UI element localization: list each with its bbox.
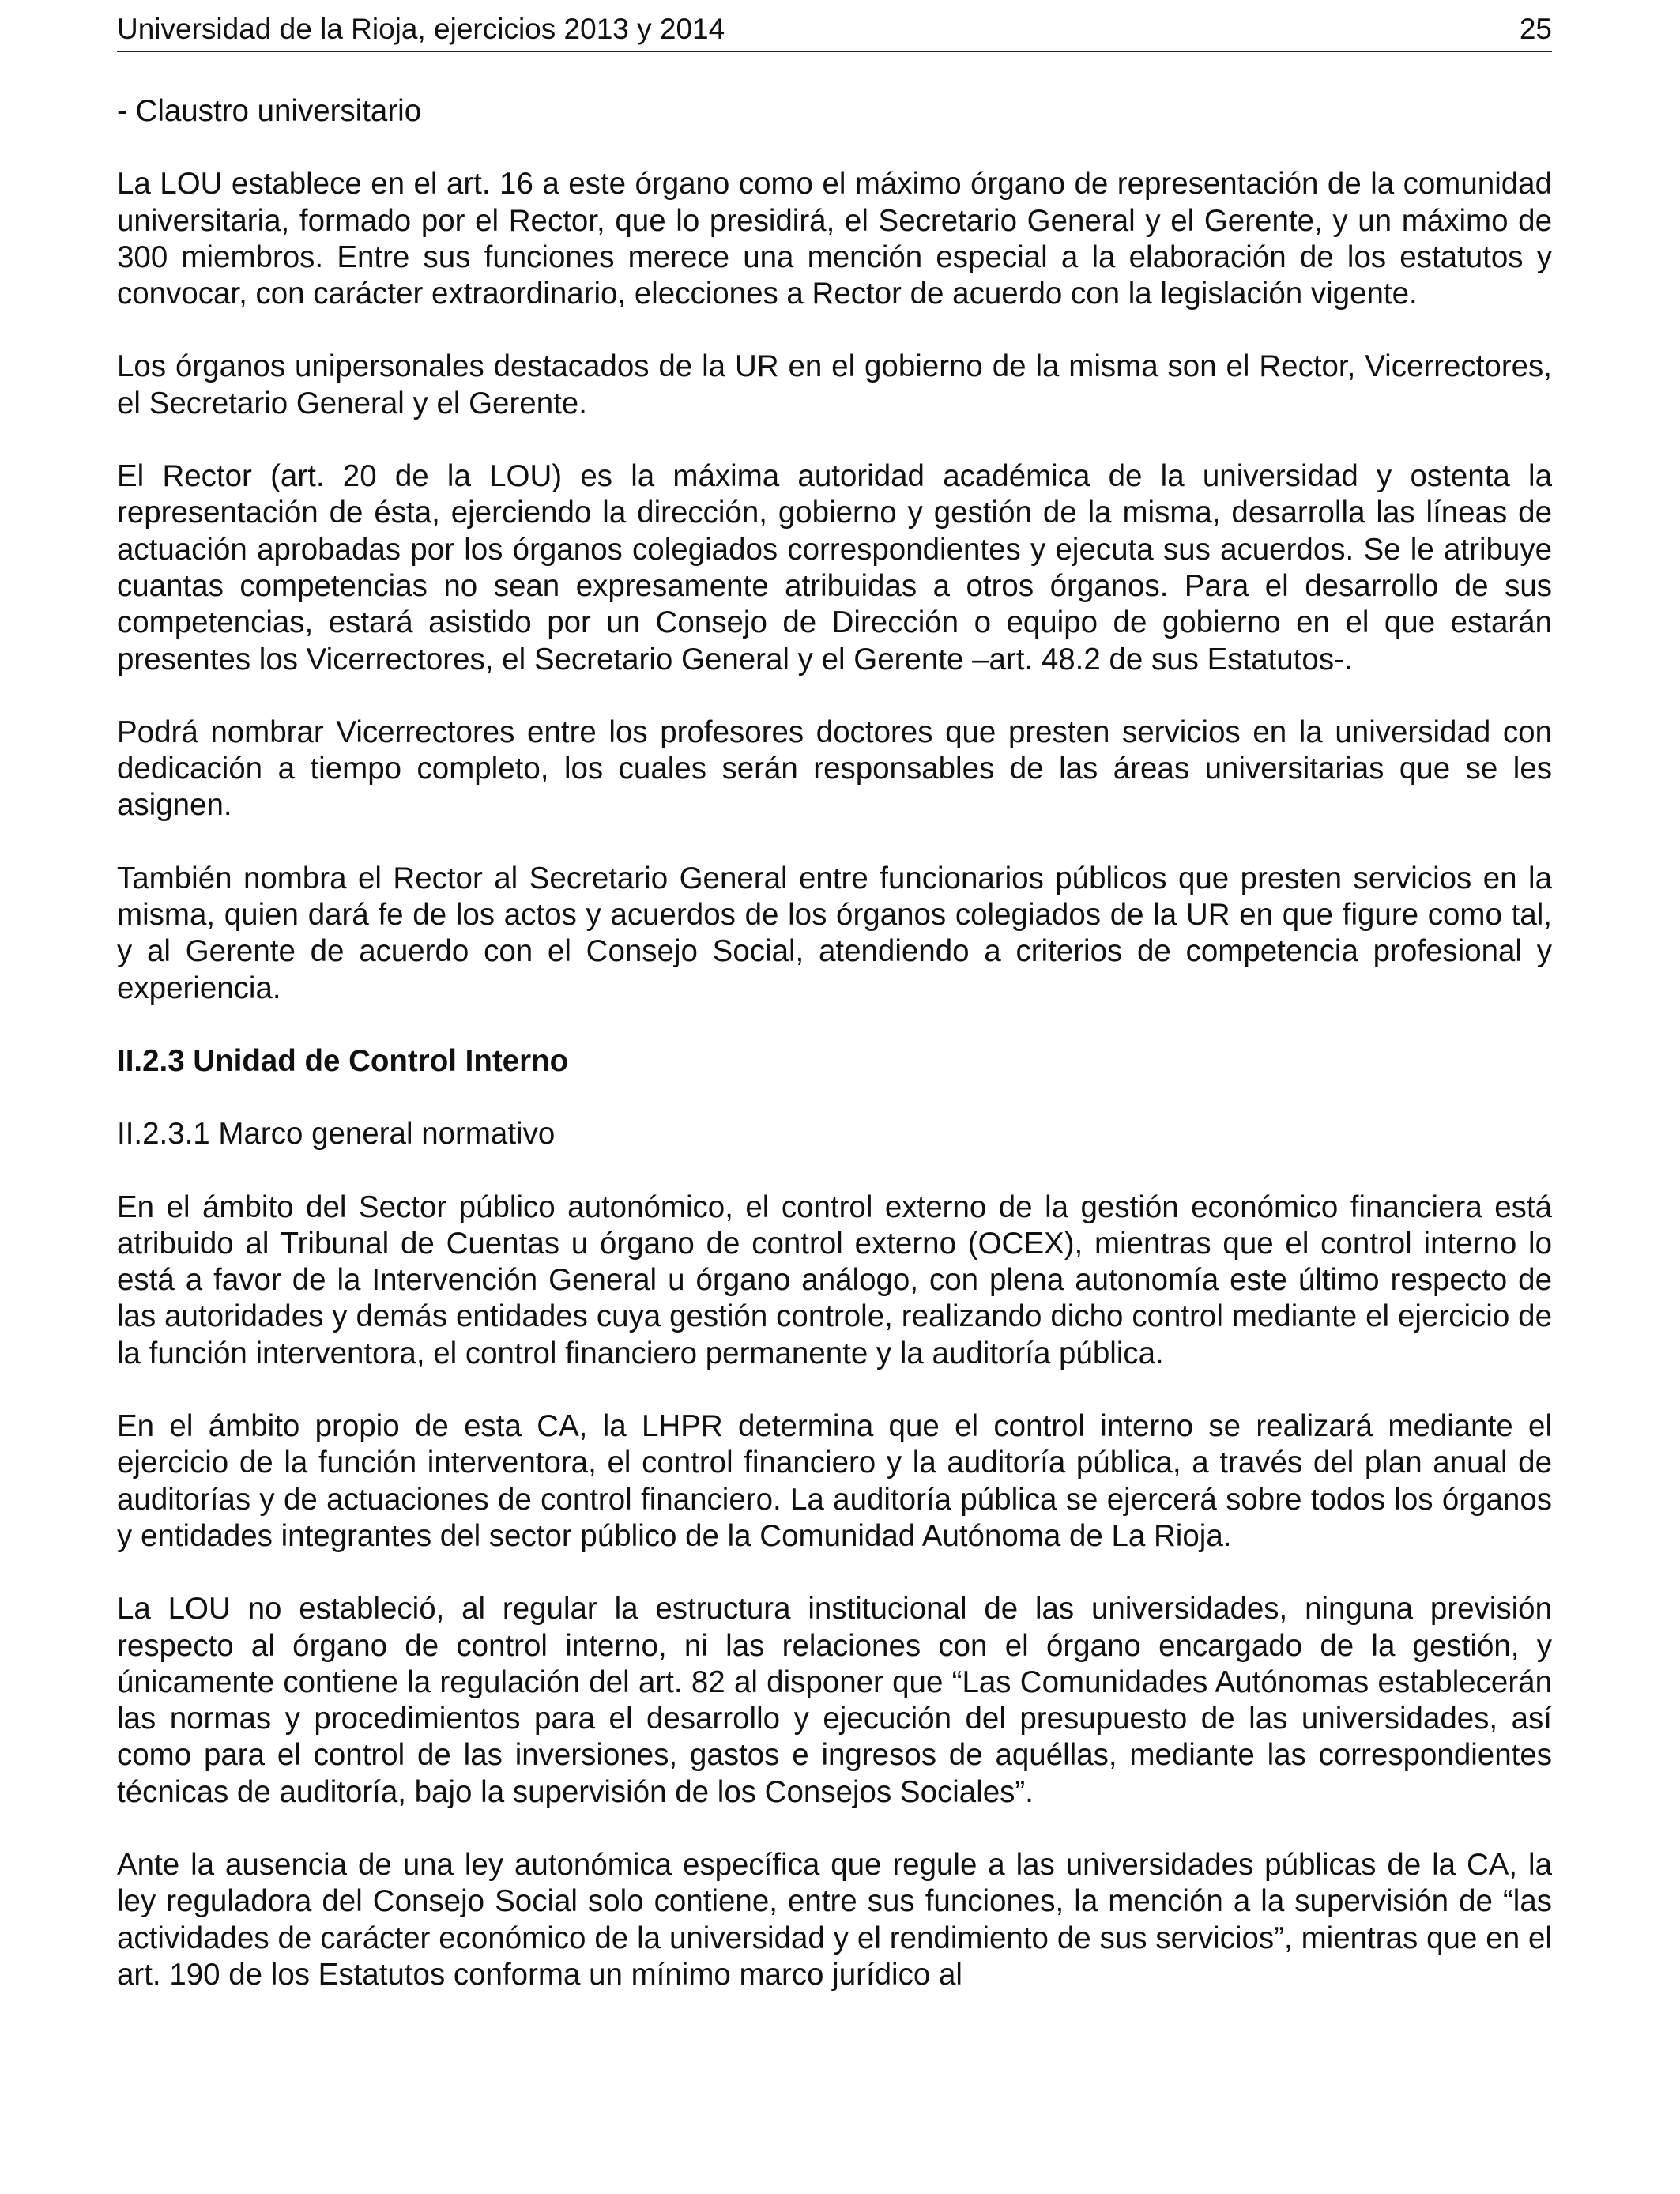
document-page: [117, 0, 1552, 2194]
running-header: [117, 11, 1552, 52]
paragraph: Podrá nombrar Vicerrectores entre los profesores doctores que presten servicios en la universidad con dedicación a tiempo completo, los cuales serán responsables de las áreas universitarias que se les asignen.: [117, 714, 1552, 823]
paragraph: Los órganos unipersonales destacados de la UR en el gobierno de la misma son el Rector, Vicerrectores, el Secretario General y el Gerente.: [117, 349, 1552, 420]
paragraph: En el ámbito del Sector público autonómico, el control externo de la gestión económico financiera está atribuido al Tribunal de Cuentas u órgano de control externo (OCEX), mientras que el control interno lo está a favor de la Intervención General u órgano análogo, con plena autonomía este último respecto de las autoridades y demás entidades cuya gestión controle, realizando dicho control mediante el ejercicio de la función interventora, el control financiero permanente y la auditoría pública.: [117, 1189, 1552, 1370]
page-number: 25: [1519, 13, 1552, 45]
document-body: [117, 93, 1552, 1993]
section-heading: II.2.3 Unidad de Control Interno: [117, 1043, 569, 1078]
paragraph: La LOU no estableció, al regular la estructura institucional de las universidades, ninguna previsión respecto al órgano de control interno, ni las relaciones con el órgano encargado de la gestión, y únicamente contiene la regulación del art. 82 al disponer que “Las Comunidades Autónomas establecerán las normas y procedimientos para el desarrollo y ejecución del presupuesto de las universidades, así como para el control de las inversiones, gastos e ingresos de aquéllas, mediante las correspondientes técnicas de auditoría, bajo la supervisión de los Consejos Sociales”.: [117, 1592, 1552, 1809]
subsection-heading: II.2.3.1 Marco general normativo: [117, 1117, 556, 1152]
list-item-heading: - Claustro universitario: [117, 94, 422, 128]
paragraph: Ante la ausencia de una ley autonómica específica que regule a las universidades públicas de la CA, la ley reguladora del Consejo Social solo contiene, entre sus funciones, la mención a la supervisión de “las actividades de carácter económico de la universidad y el rendimiento de sus servicios”, mientras que en el art. 190 de los Estatutos conforma un mínimo marco jurídico al: [117, 1847, 1552, 1992]
paragraph: También nombra el Rector al Secretario General entre funcionarios públicos que presten servicios en la misma, quien dará fe de los actos y acuerdos de los órganos colegiados de la UR en que figure como tal, y al Gerente de acuerdo con el Consejo Social, atendiendo a criterios de competencia profesional y experiencia.: [117, 861, 1552, 1005]
paragraph: La LOU establece en el art. 16 a este órgano como el máximo órgano de representación de la comunidad universitaria, formado por el Rector, que lo presidirá, el Secretario General y el Gerente, y un máximo de 300 miembros. Entre sus funciones merece una mención especial a la elaboración de los estatutos y convocar, con carácter extraordinario, elecciones a Rector de acuerdo con la legislación vigente.: [117, 167, 1552, 311]
header-title: Universidad de la Rioja, ejercicios 2013 y 2014: [117, 13, 725, 45]
paragraph: El Rector (art. 20 de la LOU) es la máxima autoridad académica de la universidad y ostenta la representación de ésta, ejerciendo la dirección, gobierno y gestión de la misma, desarrolla las líneas de actuación aprobadas por los órganos colegiados correspondientes y ejecuta sus acuerdos. Se le atribuye cuantas competencias no sean expresamente atribuidas a otros órganos. Para el desarrollo de sus competencias, estará asistido por un Consejo de Dirección o equipo de gobierno en el que estarán presentes los Vicerrectores, el Secretario General y el Gerente –art. 48.2 de sus Estatutos-.: [117, 459, 1552, 677]
paragraph: En el ámbito propio de esta CA, la LHPR determina que el control interno se realizará mediante el ejercicio de la función interventora, el control financiero y la auditoría pública, a través del plan anual de auditorías y de actuaciones de control financiero. La auditoría pública se ejercerá sobre todos los órganos y entidades integrantes del sector público de la Comunidad Autónoma de La Rioja.: [117, 1409, 1552, 1553]
